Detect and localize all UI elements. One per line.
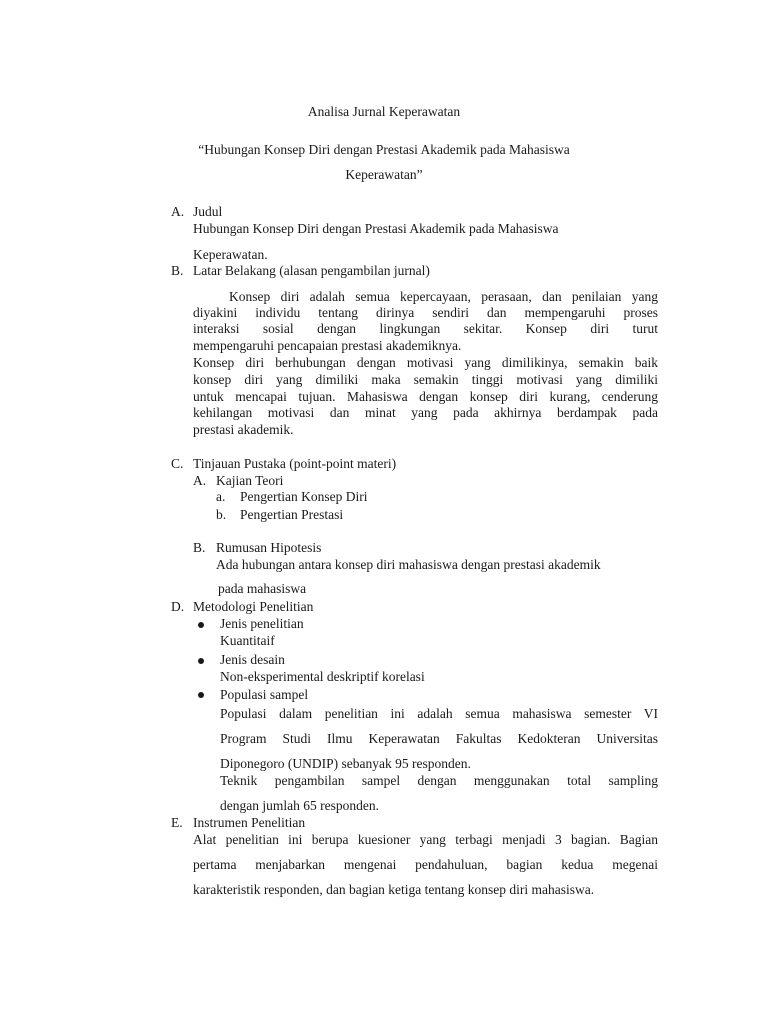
bullet-label: Populasi sampel [220, 687, 309, 702]
subsection-b-heading: Rumusan Hipotesis [216, 540, 322, 555]
section-a-line-2: Keperawatan. [193, 247, 268, 262]
population-line-5: dengan jumlah 65 responden. [220, 798, 379, 813]
section-b-line-7: untuk mencapai tujuan. Mahasiswa dengan konsep diri kurang, cenderung [193, 389, 658, 404]
population-line-2: Program Studi Ilmu Keperawatan Fakultas Kedokteran Universitas [220, 731, 658, 746]
bullet-value: Kuantitaif [220, 633, 275, 648]
list-item: Pengertian Konsep Diri [240, 489, 368, 504]
population-line-4: Teknik pengambilan sampel dengan menggunakan total sampling [220, 773, 658, 788]
bullet-value: Non-eksperimental deskriptif korelasi [220, 669, 425, 684]
section-a-line-1: Hubungan Konsep Diri dengan Prestasi Akademik pada Mahasiswa [193, 221, 559, 236]
subtitle-line-1: “Hubungan Konsep Diri dengan Prestasi Akademik pada Mahasiswa [198, 142, 570, 157]
section-b-line-6: konsep diri yang dimiliki maka semakin tinggi motivasi yang dimiliki [193, 372, 658, 387]
section-c-marker: C. [171, 456, 184, 471]
bullet-label: Jenis desain [220, 652, 285, 667]
section-a-marker: A. [171, 204, 185, 219]
bullet-label: Jenis penelitian [220, 616, 304, 631]
section-b-line-8: kehilangan motivasi dan minat yang pada akhirnya berdampak pada [193, 405, 658, 420]
section-c-heading: Tinjauan Pustaka (point-point materi) [193, 456, 397, 471]
list-item-marker: b. [216, 507, 227, 522]
hypothesis-line-1: Ada hubungan antara konsep diri mahasiswa dengan prestasi akademik [216, 557, 601, 572]
subtitle-line-2: Keperawatan” [345, 167, 423, 182]
page-title: Analisa Jurnal Keperawatan [307, 104, 461, 119]
section-b-line-4: mempengaruhi pencapaian prestasi akademiknya. [193, 338, 462, 353]
list-item: Pengertian Prestasi [240, 507, 344, 522]
hypothesis-line-2: pada mahasiswa [218, 581, 307, 596]
subsection-b-marker: B. [193, 540, 206, 555]
bullet-icon [198, 622, 204, 628]
section-b-line-2: diyakini individu tentang dirinya sendiri dan mempengaruhi proses [193, 305, 658, 320]
instrument-line-1: Alat penelitian ini berupa kuesioner yang terbagi menjadi 3 bagian. Bagian [193, 832, 658, 847]
bullet-icon [198, 692, 204, 698]
subsection-a-heading: Kajian Teori [216, 473, 284, 488]
list-item-marker: a. [216, 489, 226, 504]
section-b-line-3: interaksi sosial dengan lingkungan sekitar. Konsep diri turut [193, 321, 658, 336]
section-b-line-1: Konsep diri adalah semua kepercayaan, perasaan, dan penilaian yang [229, 289, 658, 304]
section-b-marker: B. [171, 263, 184, 278]
subsection-a-marker: A. [193, 473, 207, 488]
section-b-heading: Latar Belakang (alasan pengambilan jurnal) [193, 263, 430, 278]
section-d-heading: Metodologi Penelitian [193, 599, 314, 614]
population-line-3: Diponegoro (UNDIP) sebanyak 95 responden. [220, 756, 471, 771]
instrument-line-3: karakteristik responden, dan bagian ketiga tentang konsep diri mahasiswa. [193, 882, 595, 897]
bullet-icon [198, 658, 204, 664]
section-e-marker: E. [171, 815, 183, 830]
section-b-line-9: prestasi akademik. [193, 422, 294, 437]
instrument-line-2: pertama menjabarkan mengenai pendahuluan, bagian kedua megenai [193, 857, 658, 872]
population-line-1: Populasi dalam penelitian ini adalah semua mahasiswa semester VI [220, 706, 658, 721]
section-b-line-5: Konsep diri berhubungan dengan motivasi yang dimilikinya, semakin baik [193, 355, 658, 370]
section-e-heading: Instrumen Penelitian [193, 815, 306, 830]
section-a-heading: Judul [193, 204, 223, 219]
section-d-marker: D. [171, 599, 185, 614]
